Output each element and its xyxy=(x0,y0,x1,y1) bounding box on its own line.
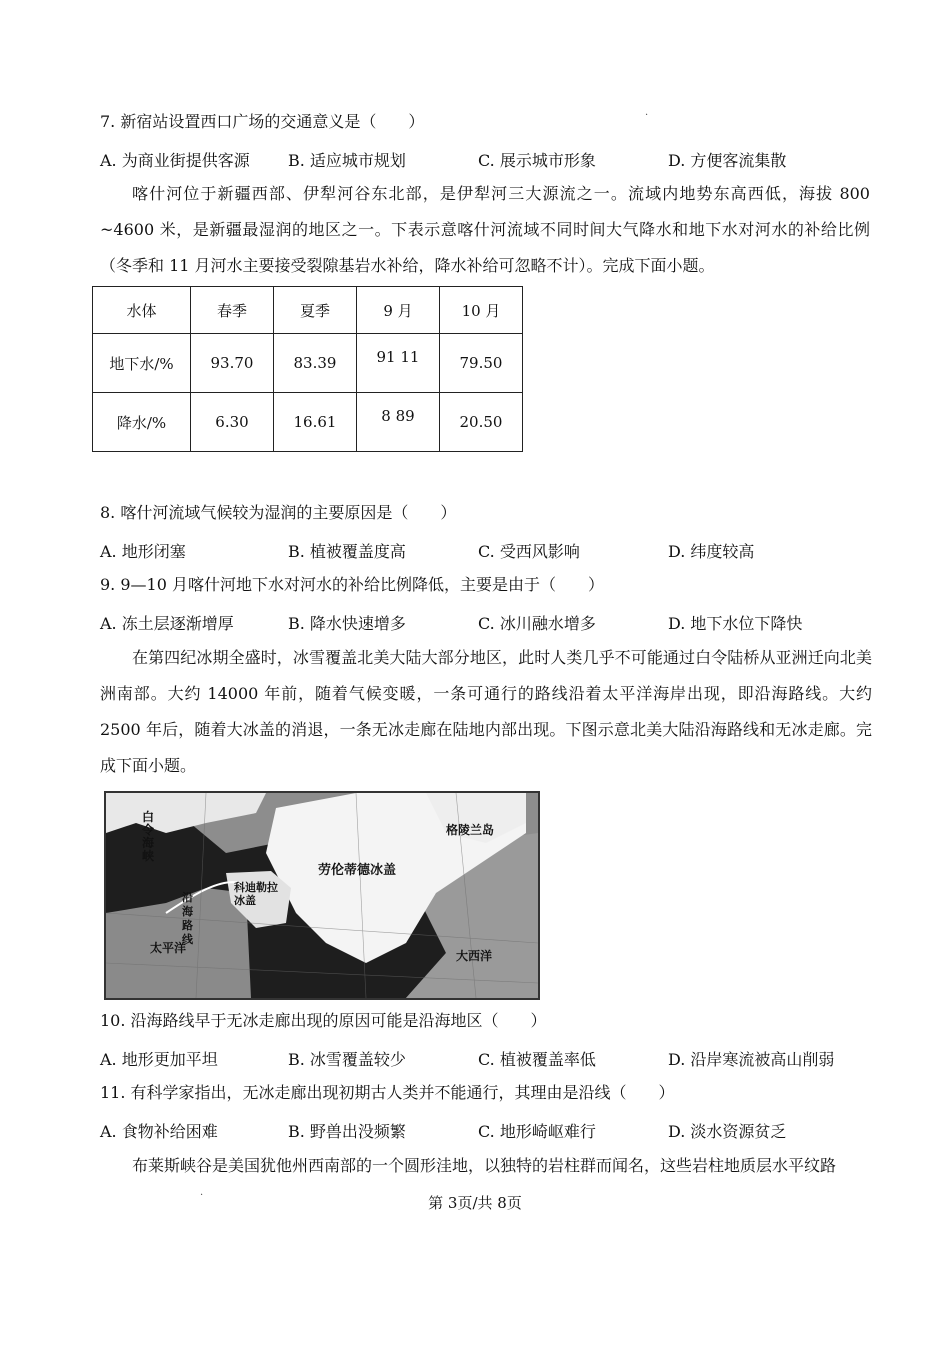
question-9-option-b[interactable]: B. 降水快速增多 xyxy=(288,614,406,633)
question-8-option-c[interactable]: C. 受西风影响 xyxy=(478,542,580,561)
table-cell: 降水/% xyxy=(93,393,191,452)
table-cell: 地下水/% xyxy=(93,334,191,393)
table-header-cell: 10 月 xyxy=(440,287,523,334)
question-8-option-a[interactable]: A. 地形闭塞 xyxy=(100,542,186,561)
question-10-option-d[interactable]: D. 沿岸寒流被高山削弱 xyxy=(668,1050,835,1069)
question-9-stem: 9. 9—10 月喀什河地下水对河水的补给比例降低，主要是由于（ ） xyxy=(100,575,604,594)
table-cell: 79.50 xyxy=(440,334,523,393)
label-bering-strait: 白令海峡 xyxy=(142,810,155,863)
north-america-route-map xyxy=(104,791,540,1000)
table-header-cell: 水体 xyxy=(93,287,191,334)
label-coastal-route: 沿海路线 xyxy=(182,891,213,946)
passage-kashi-river: 喀什河位于新疆西部、伊犁河谷东北部，是伊犁河三大源流之一。流域内地势东高西低，海拔 800 ~4600 米，是新疆最湿润的地区之一。下表示意喀什河流域不同时间大气降水和地下水对河水的补给比例（冬季和 11 月河水主要接受裂隙基岩水补给，降水补给可忽略不计）。完成下面小题。 xyxy=(100,184,870,275)
question-11-option-c[interactable]: C. 地形崎岖难行 xyxy=(478,1122,596,1141)
question-8-option-d[interactable]: D. 纬度较高 xyxy=(668,542,755,561)
table-header-cell: 夏季 xyxy=(274,287,357,334)
question-11-option-d[interactable]: D. 淡水资源贫乏 xyxy=(668,1122,787,1141)
question-10-option-a[interactable]: A. 地形更加平坦 xyxy=(100,1050,218,1069)
question-9-option-d[interactable]: D. 地下水位下降快 xyxy=(668,614,803,633)
label-atlantic: 大西洋 xyxy=(456,949,493,963)
label-pacific: 太平洋 xyxy=(150,941,187,955)
question-10-options xyxy=(100,1047,860,1069)
table-cell-value: 91 11 xyxy=(376,348,420,366)
question-7-option-c[interactable]: C. 展示城市形象 xyxy=(478,151,596,170)
question-7-options xyxy=(100,148,860,170)
question-10-option-c[interactable]: C. 植被覆盖率低 xyxy=(478,1050,596,1069)
table-cell: 93.70 xyxy=(191,334,274,393)
question-8-options xyxy=(100,539,860,561)
question-10-option-b[interactable]: B. 冰雪覆盖较少 xyxy=(288,1050,406,1069)
question-9-option-c[interactable]: C. 冰川融水增多 xyxy=(478,614,596,633)
question-11-stem: 11. 有科学家指出，无冰走廊出现初期古人类并不能通行，其理由是沿线（ ） xyxy=(100,1083,675,1102)
table-row xyxy=(93,334,523,393)
question-9-option-a[interactable]: A. 冻土层逐渐增厚 xyxy=(100,614,234,633)
recharge-table xyxy=(92,286,523,452)
table-row xyxy=(93,393,523,452)
passage-bryce-canyon: 布莱斯峡谷是美国犹他州西南部的一个圆形洼地，以独特的岩柱群而闻名，这些岩柱地质层水平纹路 xyxy=(132,1156,837,1175)
question-10-stem: 10. 沿海路线早于无冰走廊出现的原因可能是沿海地区（ ） xyxy=(100,1011,547,1030)
scan-speck: · xyxy=(200,1190,204,1201)
question-11-option-b[interactable]: B. 野兽出没频繁 xyxy=(288,1122,406,1141)
table-cell xyxy=(357,334,440,393)
label-greenland: 格陵兰岛 xyxy=(446,823,495,837)
table-cell: 16.61 xyxy=(274,393,357,452)
question-9-options xyxy=(100,611,860,633)
table-cell: 83.39 xyxy=(274,334,357,393)
question-11-option-a[interactable]: A. 食物补给困难 xyxy=(100,1122,218,1141)
question-11-options xyxy=(100,1119,860,1141)
question-7-stem: 7. 新宿站设置西口广场的交通意义是（ ） xyxy=(100,112,425,131)
question-8-option-b[interactable]: B. 植被覆盖度高 xyxy=(288,542,406,561)
scan-speck: · xyxy=(645,110,649,121)
question-7-option-d[interactable]: D. 方便客流集散 xyxy=(668,151,787,170)
table-header-cell: 春季 xyxy=(191,287,274,334)
table-header-row xyxy=(93,287,523,334)
table-cell xyxy=(357,393,440,452)
passage-north-america: 在第四纪冰期全盛时，冰雪覆盖北美大陆大部分地区，此时人类几乎不可能通过白令陆桥从亚洲迁向北美洲南部。大约 14000 年前，随着气候变暖，一条可通行的路线沿着太平洋海岸出现，即沿海路线。大约 2500 年后，随着大冰盖的消退，一条无冰走廊在陆地内部出现。下图示意北美大陆沿海路线和无冰走廊。完成下面小题。 xyxy=(100,648,872,775)
table-cell: 20.50 xyxy=(440,393,523,452)
question-7-option-a[interactable]: A. 为商业街提供客源 xyxy=(100,151,250,170)
label-laurentide: 劳伦蒂德冰盖 xyxy=(318,863,397,878)
question-7-option-b[interactable]: B. 适应城市规划 xyxy=(288,151,406,170)
table-cell: 6.30 xyxy=(191,393,274,452)
question-8-stem: 8. 喀什河流域气候较为湿润的主要原因是（ ） xyxy=(100,503,457,522)
label-cordillera: 科迪勒拉冰盖 xyxy=(234,881,278,907)
page-number: 第 3页/共 8页 xyxy=(428,1194,522,1212)
table-cell-value: 8 89 xyxy=(381,407,415,425)
table-header-cell: 9 月 xyxy=(357,287,440,334)
